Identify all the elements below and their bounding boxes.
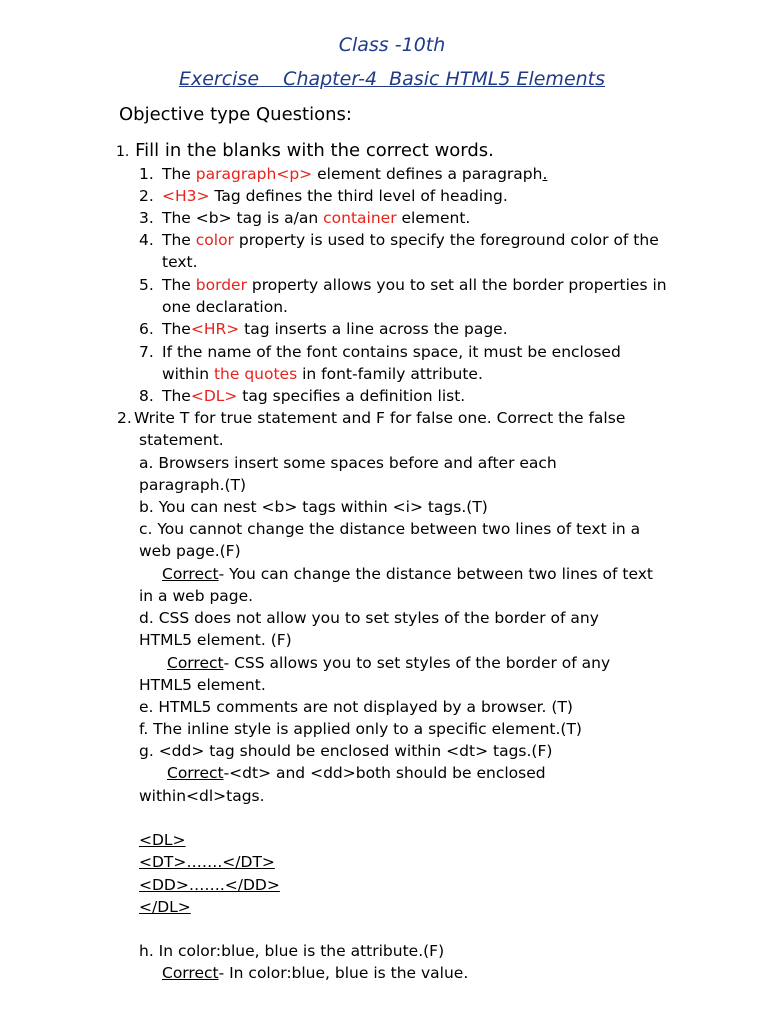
code-line-dt: <DT>…….</DT> bbox=[139, 853, 275, 871]
fill-blank-item-6 bbox=[162, 319, 508, 339]
exercise-title: Exercise Chapter-4 Basic HTML5 Elements bbox=[178, 68, 606, 90]
correction-g bbox=[167, 763, 546, 783]
item-number: 7. bbox=[139, 343, 154, 361]
correction-h bbox=[162, 963, 468, 983]
fill-blank-item-3 bbox=[162, 208, 470, 228]
item-number: 1. bbox=[139, 165, 154, 183]
question-2-text: Write T for true statement and F for false one. Correct the false bbox=[134, 409, 626, 427]
item-text: tag inserts a line across the page. bbox=[239, 320, 508, 338]
question-1-heading bbox=[116, 140, 494, 161]
correct-label: Correct bbox=[167, 654, 224, 672]
item-text: property is used to specify the foreground color of the bbox=[233, 231, 659, 249]
correct-label: Correct bbox=[167, 764, 224, 782]
statement-g: g. <dd> tag should be enclosed within <dt> tags.(F) bbox=[139, 742, 553, 760]
correction-text: - CSS allows you to set styles of the border of any bbox=[223, 654, 611, 672]
answer-text: color bbox=[195, 231, 234, 249]
statement-c-cont: web page.(F) bbox=[139, 542, 241, 560]
fill-blank-item-8 bbox=[162, 386, 465, 406]
statement-a: a. Browsers insert some spaces before and after each bbox=[139, 454, 557, 472]
answer-text: container bbox=[323, 209, 397, 227]
statement-d-cont: HTML5 element. (F) bbox=[139, 631, 292, 649]
correction-text: - You can change the distance between two lines of text bbox=[218, 565, 654, 583]
item-text: The bbox=[162, 387, 191, 405]
item-number: 5. bbox=[139, 276, 154, 294]
item-continuation: text. bbox=[162, 253, 198, 271]
code-line-dd: <DD>…….</DD> bbox=[139, 876, 280, 894]
answer-text: <H3> bbox=[162, 187, 210, 205]
item-text: element defines a paragraph bbox=[312, 165, 543, 183]
fill-blank-item-5 bbox=[162, 275, 667, 295]
correction-d-cont: HTML5 element. bbox=[139, 676, 266, 694]
fill-blank-item-4 bbox=[162, 230, 659, 250]
item-text: Tag defines the third level of heading. bbox=[209, 187, 508, 205]
item-text: The <b> tag is a/an bbox=[162, 209, 324, 227]
statement-d: d. CSS does not allow you to set styles of the border of any bbox=[139, 609, 599, 627]
correction-text: -<dt> and <dd>both should be enclosed bbox=[223, 764, 546, 782]
item-number: 4. bbox=[139, 231, 154, 249]
item-text: . bbox=[542, 165, 548, 183]
answer-text: <DL> bbox=[190, 387, 238, 405]
item-text: element. bbox=[396, 209, 471, 227]
fill-blank-item-1 bbox=[162, 164, 547, 184]
item-number: 8. bbox=[139, 387, 154, 405]
item-text: The bbox=[162, 231, 196, 249]
statement-h: h. In color:blue, blue is the attribute.(F) bbox=[139, 942, 445, 960]
correct-label: Correct bbox=[162, 565, 219, 583]
answer-text: paragraph<p> bbox=[195, 165, 313, 183]
statement-e: e. HTML5 comments are not displayed by a browser. (T) bbox=[139, 698, 573, 716]
item-number: 3. bbox=[139, 209, 154, 227]
question-1-number: 1. bbox=[116, 144, 130, 160]
answer-text: border bbox=[195, 276, 247, 294]
statement-f: f. The inline style is applied only to a specific element.(T) bbox=[139, 720, 582, 738]
correction-text: - In color:blue, blue is the value. bbox=[218, 964, 469, 982]
item-text: The bbox=[162, 276, 196, 294]
correction-c-cont: in a web page. bbox=[139, 587, 254, 605]
answer-text: <HR> bbox=[190, 320, 240, 338]
question-2-number: 2. bbox=[117, 409, 132, 427]
item-text: The bbox=[162, 320, 191, 338]
section-heading: Objective type Questions: bbox=[119, 104, 352, 125]
fill-blank-item-2 bbox=[162, 186, 508, 206]
answer-text: the quotes bbox=[213, 365, 298, 383]
statement-a-cont: paragraph.(T) bbox=[139, 476, 247, 494]
item-text: tag specifies a definition list. bbox=[237, 387, 466, 405]
correction-g-cont: within<dl>tags. bbox=[139, 787, 265, 805]
correct-label: Correct bbox=[162, 964, 219, 982]
fill-blank-item-7: If the name of the font contains space, it must be enclosed bbox=[162, 343, 621, 361]
class-title: Class -10th bbox=[338, 34, 446, 56]
question-2-text-cont: statement. bbox=[139, 431, 224, 449]
correction-c bbox=[162, 564, 653, 584]
item-text: The bbox=[162, 165, 196, 183]
code-line-dl-open: <DL> bbox=[139, 831, 186, 849]
correction-d bbox=[167, 653, 610, 673]
item-text: within bbox=[162, 365, 214, 383]
item-number: 6. bbox=[139, 320, 154, 338]
statement-c: c. You cannot change the distance between two lines of text in a bbox=[139, 520, 641, 538]
item-continuation: one declaration. bbox=[162, 298, 288, 316]
code-line-dl-close: </DL> bbox=[139, 898, 191, 916]
item-continuation bbox=[162, 364, 483, 384]
item-text: property allows you to set all the border properties in bbox=[246, 276, 667, 294]
item-number: 2. bbox=[139, 187, 154, 205]
item-text: in font-family attribute. bbox=[297, 365, 483, 383]
statement-b: b. You can nest <b> tags within <i> tags.(T) bbox=[139, 498, 488, 516]
question-1-text: Fill in the blanks with the correct words. bbox=[135, 140, 494, 161]
